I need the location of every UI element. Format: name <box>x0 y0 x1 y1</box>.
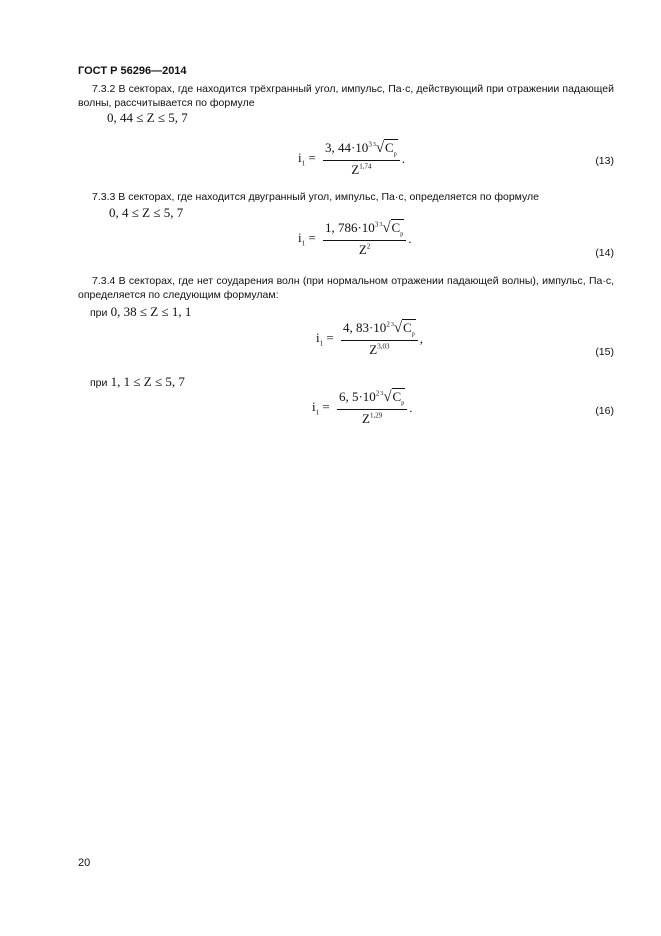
section-text: 7.3.3 В секторах, где находится двугранный угол, импульс, Па·с, определяется по формуле <box>92 191 539 203</box>
formula-fraction <box>323 220 406 258</box>
formula-denominator: Z$^{1,74}$ <box>351 161 372 177</box>
section-7-3-2-text <box>78 82 614 110</box>
formula-numerator: 6, $5\cdot 10^{23}√C_p$ <box>337 389 407 410</box>
formula-16: $i_1$ = $\frac{6, 5\cdot 10^{23}√C_p}{Z^{1,29}}$ . <box>312 389 413 426</box>
formula-lhs: $i_1$ = <box>298 150 316 168</box>
formula-fraction <box>323 140 400 178</box>
formula-lhs: $i_1$ = <box>312 399 330 417</box>
section-7-3-3-text <box>78 190 614 204</box>
radical-sign: √ <box>383 389 392 405</box>
radical-sign: √ <box>393 320 403 336</box>
formula-denominator: Z$^{3,03}$ <box>369 341 390 357</box>
condition-range: 0, 4 ≤ Z ≤ 5, 7 <box>109 205 184 220</box>
formula-14: $i_1$ = $\frac{1, 786\cdot 10^{33}√C_p}{Z^2}$ . <box>298 220 412 257</box>
equation-number: (15) <box>595 346 614 358</box>
formula-13: $i_1$ = $\frac{3, 44\cdot 10^{33}√C_p}{Z^{1,74}}$ . <box>298 140 405 177</box>
formula-lhs: $i_1$ = <box>298 230 316 248</box>
equation-number: (14) <box>595 247 614 259</box>
formula-fraction <box>337 389 407 427</box>
condition-range: при 0, 38 ≤ Z ≤ 1, 1 <box>90 304 192 319</box>
page-number: 20 <box>78 857 91 869</box>
section-7-3-4-text <box>78 274 614 302</box>
formula-15: $i_1$ = $\frac{4, 83\cdot 10^{23}√C_p}{Z^{3,03}}$ , <box>316 320 423 357</box>
radical-sign: √ <box>382 220 391 236</box>
equation-number: (16) <box>595 405 614 417</box>
condition-range: при 1, 1 ≤ Z ≤ 5, 7 <box>90 374 185 389</box>
section-text: 7.3.2 В секторах, где находится трёхгранный угол, импульс, Па·с, действующий при отражении падающей волны, рассчитывается по формуле <box>78 83 614 109</box>
formula-numerator: 1, $786\cdot 10^{33}√C_p$ <box>323 220 406 241</box>
formula-numerator: 3, $44\cdot 10^{33}√C_p$ <box>323 140 400 161</box>
formula-lhs: $i_1$ = <box>316 330 334 348</box>
radical-sign: √ <box>375 140 385 156</box>
formula-denominator: $Z^2$ <box>358 241 371 257</box>
condition-range: 0, 44 ≤ Z ≤ 5, 7 <box>107 110 188 125</box>
section-text: 7.3.4 В секторах, где нет соударения волн (при нормальном отражении падающей волны), импульс, Па·с, определяется по следующим формулам: <box>78 275 614 301</box>
formula-denominator: Z$^{1,29}$ <box>361 410 383 426</box>
equation-number: (13) <box>595 155 614 167</box>
standard-header: ГОСТ Р 56296—2014 <box>78 65 187 77</box>
formula-fraction <box>341 320 418 358</box>
formula-numerator: 4, $83\cdot 10^{23}√C_p$ <box>341 320 418 341</box>
